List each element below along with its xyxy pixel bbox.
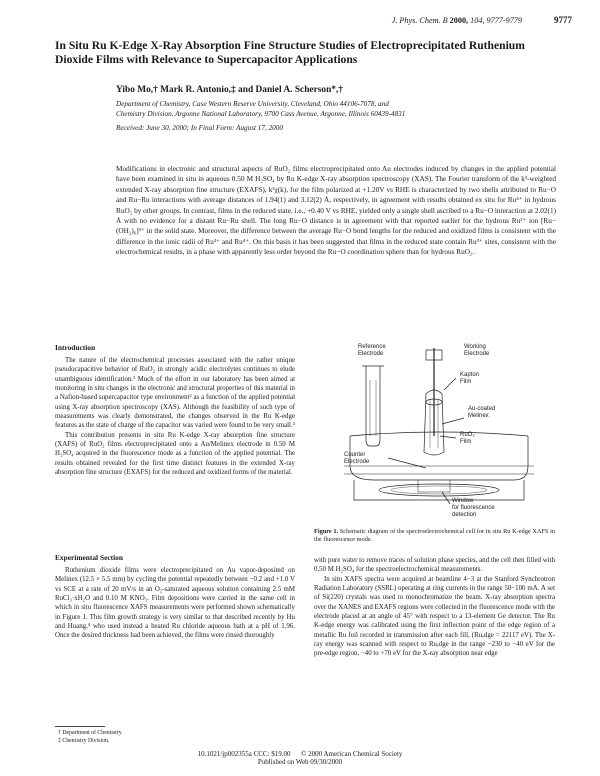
page-footer: [0, 750, 600, 767]
right-paragraph-1: with pure water to remove traces of solution phase species, and the cell then filled with 0.50 M H₂SO₄ for the spectroelectrochemical measurements.: [314, 557, 555, 574]
cell-base: [354, 480, 524, 500]
cell-schematic: [314, 340, 554, 520]
leader-melinex: [442, 418, 464, 424]
figure-1-label: Figure 1.: [314, 528, 339, 535]
cell-body: [350, 436, 528, 480]
counter-electrode-ring-inner: [391, 486, 487, 494]
figure-1-caption-text: Schematic diagram of the spectroelectrochemical cell for in situ Ru K-edge XAFS in the fluorescence mode.: [314, 528, 555, 544]
footnotes: [58, 730, 123, 745]
affiliations: [116, 100, 556, 119]
label-window: Window: [452, 498, 474, 504]
label-working: Working: [464, 344, 486, 350]
experimental-heading: Experimental Section: [55, 553, 123, 562]
footnote-1: † Department of Chemistry.: [58, 730, 123, 736]
cell-flange: [344, 466, 534, 474]
leader-counter: [388, 458, 426, 468]
journal-volume-pages: 104, 9777-9779: [470, 16, 522, 25]
author-list: Yibo Mo,† Mark R. Antonio,‡ and Daniel A. Scherson*,†: [116, 85, 344, 95]
label-window-fluorescence: for fluorescence: [452, 505, 495, 511]
received-dates: Received: June 30, 2000; In Final Form: August 17, 2000: [116, 124, 283, 132]
right-column-text: [314, 556, 555, 659]
label-melinex: Melinex: [468, 413, 489, 419]
introduction-paragraph-2: This contribution presents in situ Ru K-edge X-ray absorption fine structure (XAFS) of RuO₂ films electroprecipitated onto a Au/Melinex electrode in 0.50 M H₂SO₄ acquired in the fluorescence mode as a function of the applied potential. The results obtained revealed for the first time distinct features in the extended X-ray absorption fine structure (EXAFS) for the reduced and oxidized forms of the material.: [55, 431, 295, 477]
label-au-coated: Au-coated: [468, 406, 496, 412]
label-working-electrode: Electrode: [464, 351, 490, 357]
label-kapton-film: Film: [460, 379, 472, 385]
label-counter: Counter: [344, 452, 366, 458]
journal-name: J. Phys. Chem. B: [391, 16, 448, 25]
page-number: 9777: [554, 15, 572, 25]
footnote-2: ‡ Chemistry Division.: [58, 737, 110, 744]
footer-line-1: [0, 750, 600, 758]
figure-1: [314, 340, 554, 520]
cell-rim: [350, 432, 528, 436]
journal-header: [392, 16, 522, 25]
experimental-paragraph-1: Ruthenium dioxide films were electroprecipitated on Au vapor-deposited on Melinex (12.5 × 5.5 mm) by cycling the potential repeatedly between −0.2 and +1.0 V vs SCE at a rate of 20 mV/s in an O₂-saturated aqueous solution containing 2.5 mM RuCl₃·xH₂O and 0.10 M KNO₃. Film depositions were carried in the same cell in which in situ fluorescence XAFS measurements were performed shown schematically in Figure 1. This film growth strategy is very similar to that described recently by Hu and Huang,⁴ who used instead a heated Ru chloride aqueous bath at a pH of 1.96. Once the desired thickness had been achieved, the films were rinsed thoroughly: [55, 567, 295, 640]
label-counter-electrode: Electrode: [344, 459, 370, 465]
introduction-heading: Introduction: [55, 343, 96, 352]
figure-1-caption: [314, 528, 555, 545]
footer-copyright: © 2000 American Chemical Society: [301, 750, 403, 758]
introduction-section: [55, 343, 295, 477]
label-kapton: Kapton: [460, 372, 480, 378]
experimental-section: [55, 553, 295, 641]
leader-kapton: [444, 378, 456, 390]
label-ruo2-film: Film: [460, 439, 472, 445]
article-title: In Situ Ru K-Edge X-Ray Absorption Fine Structure Studies of Electroprecipitated Ruthenium Dioxide Films with Relevance to Supercapacitor Applications: [55, 39, 525, 66]
label-reference: Reference: [358, 344, 386, 350]
abstract: Modifications in electronic and structural aspects of RuO₂ films electroprecipitated onto Au electrodes induced by changes in the applied potential have been examined in situ in aqueous 0.50 M H₂SO₄ by Ru K-edge X-ray absorption spectroscopy (XAS). The Fourier transform of the k³-weighted extended X-ray absorption fine structure (EXAFS), k³χ(k), for the film polarized at +1.20V vs RHE is characterized by two shells attributed to Ru−O and Ru−Ru interactions with average distances of 1.94(1) and 3.12(2) Å, respectively, in agreement with results obtained ex situ for Ru⁴⁺ in hydrous RuO₂ by other groups. In contrast, films in the reduced state, i.e., +0.40 V vs RHE, yielded only a single shell ascribed to a Ru−O interaction at 2.02(1) Å with no evidence for a distant Ru−Ru shell. The long Ru−O distance is in agreement with that reported earlier for the hydrous Ru³⁺ ion [Ru−(OH₂)₆]³⁺ in the solid state. Moreover, the difference between the average Ru−O bond lengths for the reduced and oxidized films is consistent with the difference in the ionic radii of Ru³⁺ and Ru⁴⁺. On this basis it has been suggested that films in the reduced state contain Ru³⁺ sites, consistent with the electrochemical results, in a phase with apparently less order beyond the Ru−O coordination sphere than for hydrous RuO₂.: [116, 165, 556, 257]
label-reference-electrode: Electrode: [358, 351, 384, 357]
footer-published: Published on Web 09/30/2000: [257, 758, 343, 767]
affiliation-1: Department of Chemistry, Case Western Reserve University, Cleveland, Ohio 44106-7078, and: [116, 100, 389, 108]
affiliation-2: Chemistry Division, Argonne National Laboratory, 9700 Cass Avenue, Argonne, Illinois 60439-4831: [116, 109, 406, 118]
footnote-divider: [55, 726, 105, 727]
right-paragraph-2: In situ XAFS spectra were acquired at beamline 4−3 at the Stanford Synchrotron Radiation Laboratory (SSRL) operating at ring currents in the range 50−100 mA. A set of Si(220) crystals was used to monochromatize the beam. X-ray absorption spectra over the XANES and EXAFS regions were collected in the fluorescence mode with the electrode placed at an angle of 45° with respect to a 13-element Ge detector. The Ru K-edge energy was calibrated using the first inflection point of the edge region of a metallic Ru foil recorded in transmission after each fill, (Ruₑdge = 22117 eV). The X-ray energy was scanned with respect to Ruₑdge in the range −230 to −40 eV for the pre-edge region, −40 to +70 eV for the X-ray absorption near edge: [314, 575, 555, 658]
reference-electrode-inner: [370, 380, 376, 436]
counter-electrode-ring: [379, 484, 499, 496]
journal-year: 2000,: [449, 16, 469, 25]
introduction-paragraph-1: The nature of the electrochemical processes associated with the rather unique pseudocapacitive behavior of RuO₂ in strongly acidic electrolytes continues to elude unambiguous identification.¹ Much of the effort in our laboratory has been aimed at monitoring in situ changes in the electronic and structural properties of this material in a Nafion-based supercapacitor type environment² as a function of the applied potential using X-ray absorption spectroscopy (XAS). Although the feasibility of such type of measurements was clearly demonstrated, the changes observed in the Ru K-edge features as the state of charge of the capacitor was varied were found to be very small.³: [55, 357, 295, 430]
label-ruo2: RuO₂: [460, 432, 475, 438]
footer-doi-price: 10.1021/jp002355a CCC: $19.00: [197, 750, 291, 758]
label-window-detection: detection: [452, 512, 477, 518]
leader-film: [440, 436, 456, 438]
